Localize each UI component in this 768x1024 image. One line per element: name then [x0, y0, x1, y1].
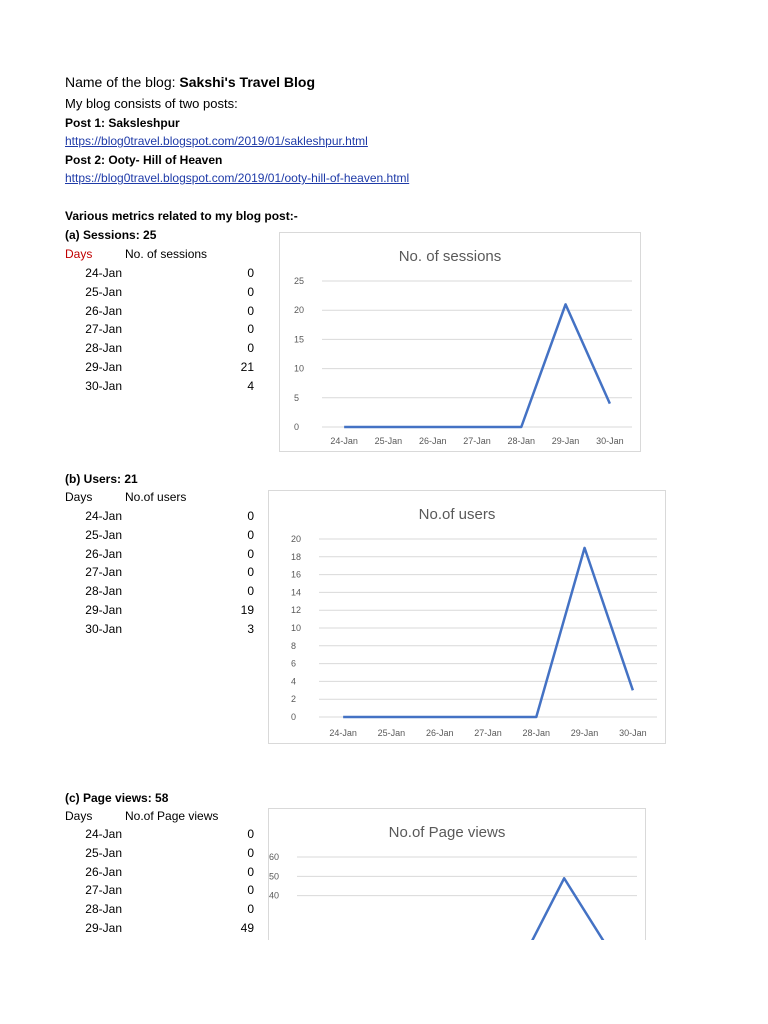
- blog-name: Sakshi's Travel Blog: [179, 74, 316, 90]
- blog-name-line: [65, 74, 315, 90]
- row-day: 29-Jan: [85, 921, 122, 935]
- row-value: 0: [247, 509, 254, 523]
- series-line: [344, 304, 610, 427]
- row-value: 0: [247, 827, 254, 841]
- section-heading: (b) Users: 21: [65, 472, 138, 486]
- row-value: 0: [247, 322, 254, 337]
- row-day: 26-Jan: [85, 546, 122, 561]
- x-tick-label: 25-Jan: [374, 436, 403, 446]
- chart-title: No. of sessions: [398, 248, 502, 265]
- chart-svg: [280, 233, 640, 451]
- row-day: 28-Jan: [85, 341, 122, 356]
- row-day: 27-Jan: [85, 322, 122, 337]
- row-day: 25-Jan: [85, 527, 122, 542]
- row-value: 0: [247, 341, 254, 356]
- row-value: 0: [247, 303, 254, 318]
- x-tick-label: 24-Jan: [329, 728, 357, 738]
- row-value: 0: [247, 584, 254, 599]
- col-metric-header: No.of users: [125, 490, 187, 504]
- col-metric-header: No.of Page views: [125, 809, 219, 823]
- chart-sessions: [279, 232, 641, 452]
- row-value: 21: [240, 360, 254, 374]
- post1-label: Post 1: Saksleshpur: [65, 116, 180, 130]
- row-day: 25-Jan: [85, 845, 122, 860]
- y-tick-label: 0: [294, 422, 300, 432]
- x-tick-label: 26-Jan: [425, 728, 454, 738]
- row-value: 0: [247, 284, 254, 299]
- row-value: 49: [240, 921, 254, 935]
- y-tick-label: 12: [291, 605, 302, 616]
- chart-title: No.of users: [418, 506, 496, 523]
- row-day: 26-Jan: [85, 864, 122, 879]
- row-value: 0: [247, 527, 254, 542]
- row-value: 0: [247, 902, 254, 917]
- row-day: 28-Jan: [85, 584, 122, 599]
- y-tick-label: 8: [291, 640, 297, 651]
- y-tick-label: 20: [294, 305, 305, 316]
- row-value: 3: [247, 621, 254, 636]
- y-tick-label: 20: [291, 534, 302, 544]
- x-tick-label: 25-Jan: [377, 728, 406, 738]
- chart-page-views: [268, 808, 646, 949]
- section-heading: (c) Page views: 58: [65, 791, 169, 805]
- row-value: 0: [247, 266, 254, 280]
- row-day: 25-Jan: [85, 284, 122, 299]
- y-tick-label: 5: [294, 392, 300, 403]
- y-tick-label: 6: [291, 658, 297, 669]
- row-day: 26-Jan: [85, 303, 122, 318]
- y-tick-label: 40: [269, 890, 280, 901]
- y-tick-label: 18: [291, 551, 302, 562]
- x-tick-label: 28-Jan: [522, 728, 551, 738]
- row-day: 24-Jan: [85, 509, 122, 523]
- x-tick-label: 29-Jan: [551, 436, 580, 446]
- x-tick-label: 29-Jan: [570, 728, 599, 738]
- row-value: 0: [247, 565, 254, 580]
- col-days-header: Days: [65, 490, 93, 504]
- y-tick-label: 0: [291, 712, 297, 722]
- chart-users: [268, 490, 666, 744]
- page-bottom-margin: [0, 940, 768, 1024]
- y-tick-label: 16: [291, 569, 302, 580]
- y-tick-label: 4: [291, 676, 297, 687]
- x-tick-label: 24-Jan: [330, 436, 358, 446]
- post2-label: Post 2: Ooty- Hill of Heaven: [65, 153, 223, 167]
- col-days-header: Days: [65, 809, 93, 823]
- x-tick-label: 30-Jan: [619, 728, 647, 738]
- y-tick-label: 10: [294, 363, 305, 374]
- post2-link[interactable]: https://blog0travel.blogspot.com/2019/01/ooty-hill-of-heaven.html: [65, 171, 410, 185]
- x-tick-label: 26-Jan: [418, 436, 447, 446]
- series-line: [343, 548, 633, 717]
- section-heading: (a) Sessions: 25: [65, 228, 157, 242]
- row-value: 19: [240, 603, 254, 617]
- row-value: 4: [247, 378, 254, 393]
- row-day: 29-Jan: [85, 603, 122, 617]
- post1-link[interactable]: https://blog0travel.blogspot.com/2019/01/sakleshpur.html: [65, 134, 368, 148]
- row-value: 0: [247, 864, 254, 879]
- row-day: 27-Jan: [85, 883, 122, 898]
- x-tick-label: 28-Jan: [507, 436, 536, 446]
- intro-text: My blog consists of two posts:: [65, 96, 238, 111]
- row-day: 28-Jan: [85, 902, 122, 917]
- row-day: 29-Jan: [85, 360, 122, 374]
- row-day: 30-Jan: [85, 378, 122, 393]
- x-tick-label: 27-Jan: [463, 436, 491, 446]
- metrics-intro: Various metrics related to my blog post:-: [65, 209, 298, 223]
- col-metric-header: No. of sessions: [125, 247, 208, 261]
- chart-svg: [269, 491, 665, 743]
- y-tick-label: 50: [269, 871, 280, 882]
- row-day: 24-Jan: [85, 827, 122, 841]
- x-tick-label: 30-Jan: [596, 436, 624, 446]
- x-tick-label: 27-Jan: [474, 728, 502, 738]
- row-day: 30-Jan: [85, 621, 122, 636]
- row-day: 24-Jan: [85, 266, 122, 280]
- y-tick-label: 10: [291, 623, 302, 633]
- chart-title: No.of Page views: [388, 824, 506, 841]
- row-day: 27-Jan: [85, 565, 122, 580]
- series-line: [321, 878, 612, 949]
- y-tick-label: 25: [294, 276, 305, 286]
- y-tick-label: 15: [294, 334, 305, 345]
- blog-name-prefix: Name of the blog:: [65, 74, 176, 90]
- y-tick-label: 14: [291, 587, 302, 598]
- y-tick-label: 2: [291, 694, 297, 705]
- col-days-header: Days: [65, 247, 93, 261]
- chart-svg: [269, 809, 645, 949]
- row-value: 0: [247, 845, 254, 860]
- y-tick-label: 60: [269, 852, 280, 862]
- row-value: 0: [247, 883, 254, 898]
- row-value: 0: [247, 546, 254, 561]
